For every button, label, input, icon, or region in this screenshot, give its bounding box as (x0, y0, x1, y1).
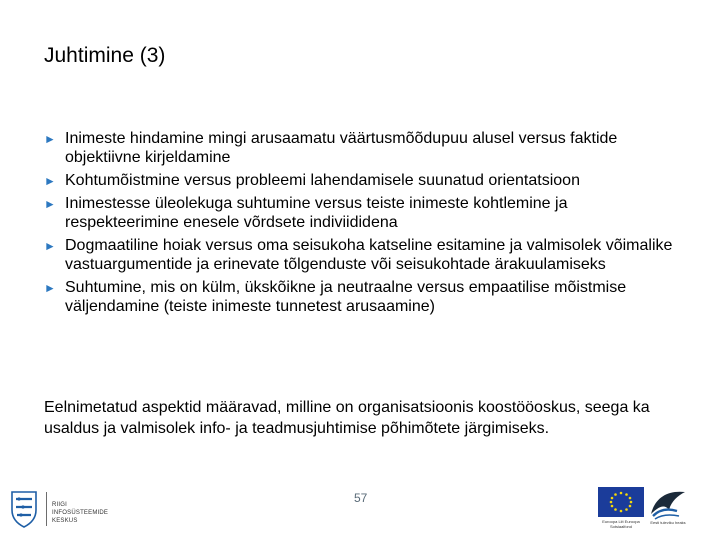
summary-paragraph: Eelnimetatud aspektid määravad, milline on organisatsioonis koostööoskus, seega ka usaldus ja valmisolek info- ja teadmusjuhtimise põhimõtete järgimiseks. (44, 399, 650, 437)
swallow-icon (647, 484, 689, 520)
ria-logo-text: RIIGI INFOSÜSTEEMIDE KESKUS (52, 502, 109, 524)
bullet-arrow-icon: ► (44, 197, 56, 211)
bullet-arrow-icon: ► (44, 239, 56, 253)
eu-flag-icon (598, 487, 644, 517)
estonian-crest-icon (10, 490, 38, 528)
bullet-text: Kohtumõistmine versus probleemi lahendamisele suunatud orientatsioon (65, 172, 580, 189)
bullet-arrow-icon: ► (44, 281, 56, 295)
bullet-text: Inimeste hindamine mingi arusaamatu väärtusmõõdupuu alusel versus faktide objektiivne kirjeldamine (65, 130, 618, 166)
slide-title: Juhtimine (3) (44, 44, 166, 67)
eu-logo (598, 487, 644, 532)
bullet-text: Inimestesse üleolekuga suhtumine versus teiste inimeste kohtlemine ja respekteerimine enesele võrdsete indiviididena (65, 195, 568, 231)
ria-logo (10, 490, 120, 530)
bullet-arrow-icon: ► (44, 174, 56, 188)
bullet-text: Dogmaatiline hoiak versus oma seisukoha katseline esitamine ja valmisolek võimalike vastuargumentide ja erinevate tõlgenduste või seisukohtade ärakuulamiseks (65, 237, 673, 273)
bullet-text: Suhtumine, mis on külm, ükskõikne ja neutraalne versus empaatilise mõistmise väljendamine (teiste inimeste tunnetest arusaamine) (65, 279, 627, 315)
eu-logo-caption: Euroopa Liit Euroopa Sotsiaalfond (602, 519, 640, 529)
estonia-logo-caption: Eesti tuleviku heaks (650, 520, 686, 525)
bullet-item (44, 194, 684, 232)
bullet-item (44, 236, 684, 274)
page-number: 57 (354, 491, 368, 505)
bullet-item (44, 278, 684, 316)
bullet-item (44, 171, 684, 190)
bullet-item (44, 129, 684, 167)
bullet-list (44, 129, 684, 320)
bullet-arrow-icon: ► (44, 132, 56, 146)
logo-divider (46, 492, 47, 526)
estonia-logo (645, 484, 691, 532)
